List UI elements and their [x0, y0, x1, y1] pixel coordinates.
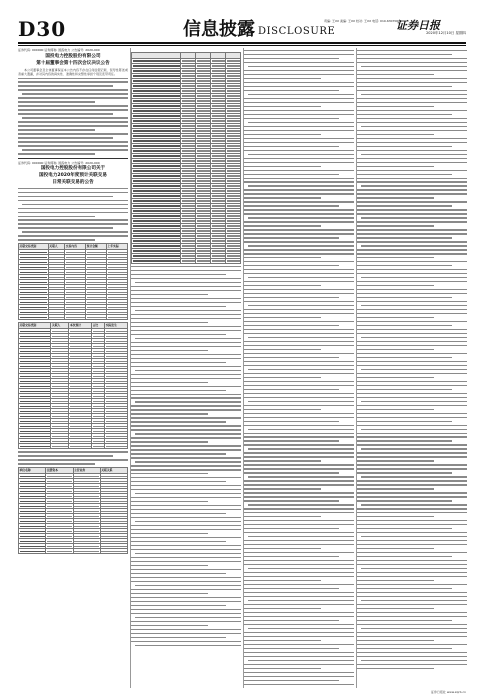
text-block: [18, 188, 128, 241]
transaction-table: [18, 243, 128, 320]
column-2: [131, 48, 241, 688]
table-header: 注册资本: [46, 468, 73, 474]
section-title: 信息披露: [183, 19, 255, 40]
stock-line: 证券代码: 000000 证券简称: 国投电力 公告编号: 2020-000: [18, 160, 100, 165]
column-3: [244, 48, 354, 688]
text-block: [357, 50, 467, 669]
text-block: [131, 266, 241, 646]
announcement-title: 国投电力2020年度预计关联交易: [39, 173, 107, 179]
table-header: 单位名称: [19, 468, 46, 474]
section-title-en: DISCLOSURE: [258, 26, 336, 37]
column-1: [18, 48, 128, 688]
editor-line: 责编: 王XX 美编: 王XX 校对: 王XX 电话: 010-63070000: [324, 19, 403, 23]
data-table: [131, 52, 241, 264]
announcement-title: 日常关联交易的公告: [52, 180, 94, 186]
table-header: 关联交易类别: [19, 323, 51, 329]
column-divider: [356, 48, 357, 688]
footer-note: 证券日报社 www.zqrb.cn: [430, 690, 466, 694]
table-row: [19, 444, 128, 449]
column-divider: [243, 48, 244, 688]
table-header: 交易内容: [65, 244, 86, 250]
page-code: D30: [18, 17, 67, 41]
announcement-body: 本公司董事会及全体董事保证本公告内容不存在任何虚假记载、误导性陈述或者重大遗漏，并对其内容的真实性、准确性和完整性承担个别及连带责任。: [18, 67, 128, 77]
paper-date: 2020年12月10日 星期四: [426, 31, 466, 35]
table-header: 主营业务: [73, 468, 100, 474]
table-header: 上年实际: [107, 244, 128, 250]
table-header: 实际发生: [105, 323, 128, 329]
header-rule-thin: [18, 45, 466, 46]
table-header: 本次预计: [69, 323, 92, 329]
column-4: [357, 48, 467, 688]
table-row: [19, 549, 128, 554]
table-header: 预计金额: [86, 244, 107, 250]
masthead: [18, 16, 466, 42]
related-party-table: [18, 467, 128, 554]
table-header: 关联人: [51, 323, 69, 329]
column-divider: [130, 48, 131, 688]
table-header: 关联关系: [100, 468, 127, 474]
table-header: 关联交易类别: [19, 244, 49, 250]
header-rule: [18, 42, 466, 44]
announcement-2: [18, 158, 128, 241]
paper-logo: 证券日报: [396, 19, 440, 32]
transaction-table-2: [18, 322, 128, 449]
stock-line: 证券代码: 000000 证券简称: 国投电力 公告编号: 2020-000: [18, 48, 100, 52]
announcement-title: 国投电力控股股份有限公司: [45, 53, 101, 59]
announcement-title: 第十届董事会第十四次会议决议公告: [36, 60, 110, 66]
table-header: 关联人: [48, 244, 64, 250]
table-header: 占比: [92, 323, 105, 329]
text-block: [18, 451, 128, 464]
announcement-title: 国投电力控股股份有限公司关于: [40, 166, 106, 171]
table-row: [132, 259, 241, 264]
table-row: [19, 315, 128, 320]
text-block: [244, 50, 354, 688]
text-block: [18, 78, 128, 155]
